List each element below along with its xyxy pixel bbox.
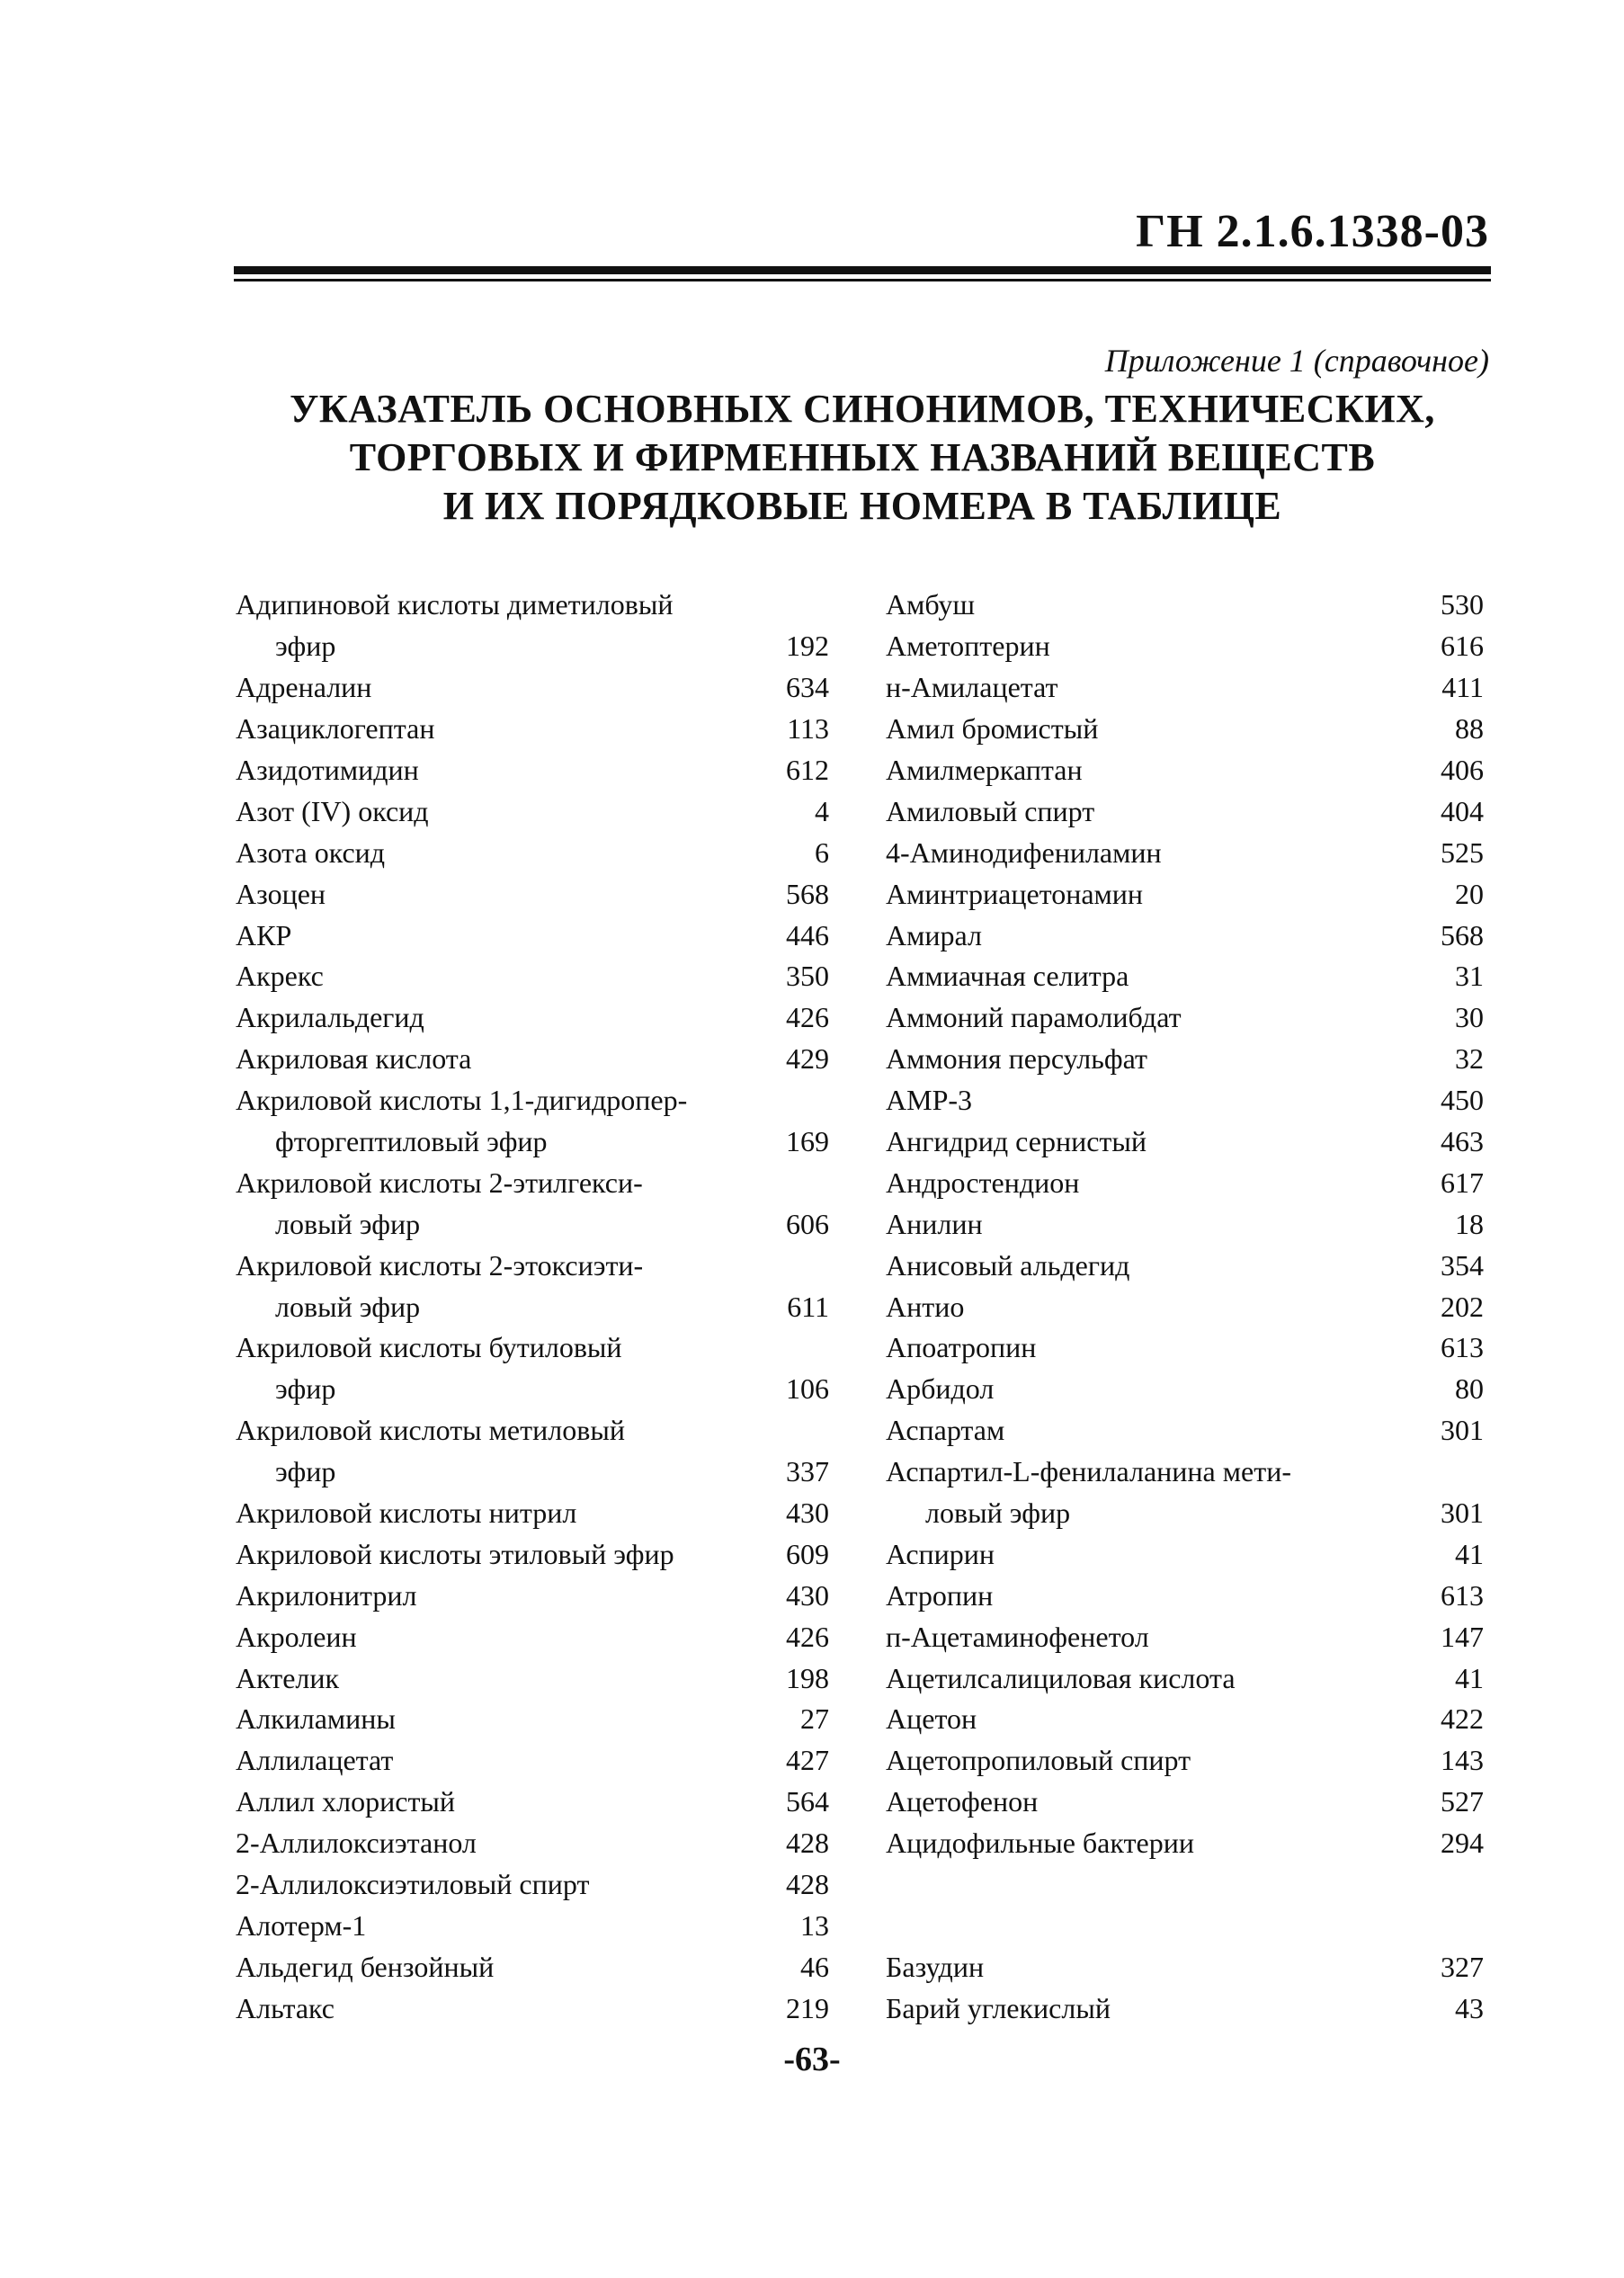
index-entry-number: 169 (786, 1125, 829, 1158)
index-entry-name: АМР-3 (886, 1084, 973, 1117)
index-entry-number: 422 (1441, 1702, 1484, 1736)
index-entry-number: 446 (786, 918, 829, 951)
index-entry-name: Амил бромистый (886, 712, 1099, 746)
index-entry-name: Акриловой кислоты нитрил (236, 1496, 577, 1530)
index-entry (236, 1906, 829, 1947)
index-entry-number: 634 (786, 671, 829, 704)
index-entry-number: 350 (786, 960, 829, 993)
index-entry-name: Азот (IV) оксид (236, 794, 429, 827)
index-entry-number: 612 (786, 754, 829, 786)
index-entry-number: 463 (1441, 1125, 1484, 1158)
index-entry-number: 427 (786, 1744, 829, 1777)
index-entry (886, 1452, 1484, 1493)
index-entry-number: 327 (1441, 1950, 1484, 1983)
index-entry-name: Актелик (236, 1661, 340, 1694)
index-entry-number: 426 (786, 1620, 829, 1653)
index-entry-name: Акриловой кислоты бутиловый (236, 1331, 622, 1364)
page-title-line: УКАЗАТЕЛЬ ОСНОВНЫХ СИНОНИМОВ, ТЕХНИЧЕСКИХ, (290, 387, 1435, 431)
index-entry (236, 1080, 829, 1121)
index-entry-name: Арбидол (886, 1372, 995, 1406)
index-entry (886, 1616, 1484, 1657)
index-entry (886, 1946, 1484, 1988)
index-entry-number: 525 (1441, 835, 1484, 869)
index-entry (236, 1946, 829, 1988)
index-entry-name: Ацетофенон (886, 1785, 1039, 1818)
index-entry-number: 147 (1441, 1620, 1484, 1653)
index-entry (236, 1286, 829, 1327)
index-entry-name: эфир (275, 630, 336, 663)
index-entry-number: 450 (1441, 1084, 1484, 1117)
header-rule (234, 266, 1491, 281)
index-entry (236, 1657, 829, 1699)
page-title-line: ТОРГОВЫХ И ФИРМЕННЫХ НАЗВАНИЙ ВЕЩЕСТВ (349, 435, 1376, 479)
index-entry (236, 1039, 829, 1080)
index-entry-number: 426 (786, 1001, 829, 1034)
index-entry-number: 20 (1455, 877, 1484, 910)
index-entry-number: 13 (800, 1908, 829, 1942)
index-entry (886, 1493, 1484, 1534)
index-entry (886, 956, 1484, 997)
index-entry (886, 1369, 1484, 1410)
index-entry-name: Антио (886, 1290, 965, 1323)
index-entry-name: Адипиновой кислоты диметиловый (236, 588, 674, 621)
index-entry-number: 430 (786, 1496, 829, 1530)
index-entry (236, 1823, 829, 1864)
index-column-left (236, 585, 829, 2029)
index-entry-name: Ангидрид сернистый (886, 1125, 1147, 1158)
index-entry-number: 337 (786, 1455, 829, 1488)
index-entry-name: Аметоптерин (886, 630, 1050, 663)
index-entry-name: Акриловой кислоты метиловый (236, 1414, 625, 1447)
index-entry-number: 606 (786, 1207, 829, 1240)
index-entry-name: Аллилацетат (236, 1744, 394, 1777)
index-entry (886, 750, 1484, 791)
index-entry (886, 1203, 1484, 1245)
index-entry-name: Амирал (886, 918, 982, 951)
index-entry (886, 667, 1484, 709)
index-entry (236, 1327, 829, 1369)
index-entry-name: Акриловой кислоты 1,1-дигидропер- (236, 1084, 688, 1117)
index-entry (236, 1782, 829, 1823)
header-rule-thin (234, 279, 1491, 281)
index-entry (236, 1245, 829, 1286)
index-entry (886, 1080, 1484, 1121)
index-entry (236, 1616, 829, 1657)
header-rule-thick (234, 266, 1491, 274)
index-entry-number: 301 (1441, 1414, 1484, 1447)
index-entry-name: Адреналин (236, 671, 372, 704)
index-entry-number: 429 (786, 1042, 829, 1076)
index-entry-number: 6 (815, 835, 829, 869)
index-entry-name: Амиловый спирт (886, 794, 1095, 827)
index-entry-name: Ацидофильные бактерии (886, 1827, 1194, 1860)
index-entry-name: эфир (275, 1455, 336, 1488)
index-entry-name: п-Ацетаминофенетол (886, 1620, 1149, 1653)
index-column-right (886, 585, 1484, 2029)
index-entry-name: Акролеин (236, 1620, 357, 1653)
index-entry (886, 585, 1484, 626)
index-entry-name: АКР (236, 918, 292, 951)
index-entry-name: Алотерм-1 (236, 1908, 367, 1942)
index-entry (886, 1039, 1484, 1080)
index-entry (886, 1988, 1484, 2029)
index-entry-number: 616 (1441, 630, 1484, 663)
index-entry-name: Алкиламины (236, 1702, 396, 1736)
index-entry-name: н-Амилацетат (886, 671, 1058, 704)
index-entry-name: Азидотимидин (236, 754, 419, 786)
index-entry (236, 709, 829, 750)
index-entry (886, 1699, 1484, 1740)
index-entry (886, 1575, 1484, 1616)
index-entry (886, 915, 1484, 956)
index-entry-name: Азациклогептан (236, 712, 435, 746)
index-entry-number: 88 (1455, 712, 1484, 746)
index-entry-name: Анисовый альдегид (886, 1248, 1130, 1282)
index-entry (886, 1823, 1484, 1864)
index-entry-number: 428 (786, 1868, 829, 1901)
index-entry-number: 202 (1441, 1290, 1484, 1323)
index-entry-name: Акриловой кислоты 2-этилгекси- (236, 1166, 643, 1199)
index-entry-number: 613 (1441, 1331, 1484, 1364)
index-entry (886, 1162, 1484, 1203)
index-entry-number: 32 (1455, 1042, 1484, 1076)
index-entry-name: 2-Аллилоксиэтанол (236, 1827, 477, 1860)
index-entry-name: Акриловой кислоты 2-этоксиэти- (236, 1248, 644, 1282)
index-entry-name: Барий углекислый (886, 1991, 1111, 2024)
index-entry-name: Акрекс (236, 960, 324, 993)
index-entry-number: 609 (786, 1537, 829, 1570)
index-entry-name: ловый эфир (925, 1496, 1071, 1530)
index-entry-number: 354 (1441, 1248, 1484, 1282)
index-entry-name: Азоцен (236, 877, 326, 910)
index-entry-number: 219 (786, 1991, 829, 2024)
index-entry (236, 956, 829, 997)
index-entry-name: Амбуш (886, 588, 976, 621)
index-entry-number: 406 (1441, 754, 1484, 786)
page-title (234, 385, 1491, 531)
document-code: ГН 2.1.6.1338-03 (1136, 206, 1489, 257)
index-entry-number: 192 (786, 630, 829, 663)
index-entry-name: Аминтриацетонамин (886, 877, 1144, 910)
index-entry-number: 31 (1455, 960, 1484, 993)
index-entry-name: 2-Аллилоксиэтиловый спирт (236, 1868, 590, 1901)
appendix-label: Приложение 1 (справочное) (1104, 343, 1489, 379)
index-entry-name: Азота оксид (236, 835, 386, 869)
index-entry-number: 41 (1455, 1661, 1484, 1694)
page-number: -63- (783, 2041, 841, 2078)
index-entry-name: ловый эфир (275, 1207, 421, 1240)
index-entry (236, 1121, 829, 1163)
index-entry (236, 915, 829, 956)
index-entry-name: Акрилальдегид (236, 1001, 424, 1034)
index-entry (236, 750, 829, 791)
index-entry (886, 1327, 1484, 1369)
index-entry (236, 1369, 829, 1410)
index-entry (886, 791, 1484, 832)
index-entry-name: Альдегид бензойный (236, 1950, 495, 1983)
index-entry (886, 832, 1484, 873)
index-entry-number: 106 (786, 1372, 829, 1406)
index-entry (236, 997, 829, 1039)
index-entry-name: Атропин (886, 1578, 994, 1612)
index-entry-number: 27 (800, 1702, 829, 1736)
index-entry-name: Анилин (886, 1207, 983, 1240)
index-entry (236, 1864, 829, 1906)
index-entry (886, 997, 1484, 1039)
index-entry (236, 585, 829, 626)
index-entry-name: Ацетопропиловый спирт (886, 1744, 1191, 1777)
index-entry-name: Базудин (886, 1950, 985, 1983)
index-entry (886, 1121, 1484, 1163)
index-entry-number: 430 (786, 1578, 829, 1612)
index-entry (236, 1452, 829, 1493)
index-entry-number: 568 (786, 877, 829, 910)
index-entry-number: 46 (800, 1950, 829, 1983)
index-entry-name: 4-Аминодифениламин (886, 835, 1162, 869)
index-entry-name: Амилмеркаптан (886, 754, 1083, 786)
index-entry-name: Альтакс (236, 1991, 335, 2024)
index-entry-number: 611 (787, 1290, 829, 1323)
index-entry (886, 626, 1484, 667)
index-entry-number: 143 (1441, 1744, 1484, 1777)
index-entry (886, 709, 1484, 750)
index-entry-number: 113 (787, 712, 829, 746)
index-entry-name: Аммоний парамолибдат (886, 1001, 1182, 1034)
index-entry-name: ловый эфир (275, 1290, 421, 1323)
index-entry-name: Апоатропин (886, 1331, 1037, 1364)
index-entry (236, 1988, 829, 2029)
index-entry-name: Акриловой кислоты этиловый эфир (236, 1537, 674, 1570)
index-entry-number: 564 (786, 1785, 829, 1818)
index-entry (886, 1533, 1484, 1575)
index-entry-name: фторгептиловый эфир (275, 1125, 548, 1158)
index-entry-number: 568 (1441, 918, 1484, 951)
index-entry (886, 1286, 1484, 1327)
index-entry-number: 527 (1441, 1785, 1484, 1818)
index-entry (236, 1699, 829, 1740)
index-entry (236, 667, 829, 709)
index-entry (236, 1410, 829, 1452)
index-entry (236, 626, 829, 667)
index-entry-name: Аммиачная селитра (886, 960, 1129, 993)
index-entry-name: Акриловая кислота (236, 1042, 472, 1076)
index-entry (886, 873, 1484, 915)
index-entry-number: 30 (1455, 1001, 1484, 1034)
index-entry (236, 791, 829, 832)
index-entry-number: 301 (1441, 1496, 1484, 1530)
index-entry-number: 613 (1441, 1578, 1484, 1612)
index-entry-name: Ацетон (886, 1702, 977, 1736)
index-entry (236, 832, 829, 873)
index-entry-number: 294 (1441, 1827, 1484, 1860)
index-entry-number: 43 (1455, 1991, 1484, 2024)
index-entry-name: Аммония персульфат (886, 1042, 1147, 1076)
index-entry (886, 1245, 1484, 1286)
index-entry-number: 530 (1441, 588, 1484, 621)
index-section-gap (886, 1864, 1484, 1947)
index-entry (236, 1533, 829, 1575)
index-entry (236, 1203, 829, 1245)
index-entry-name: Ацетилсалициловая кислота (886, 1661, 1236, 1694)
page-title-line: И ИХ ПОРЯДКОВЫЕ НОМЕРА В ТАБЛИЦЕ (442, 484, 1282, 528)
index-entry-name: Акрилонитрил (236, 1578, 417, 1612)
index-entry-number: 80 (1455, 1372, 1484, 1406)
index-entry (886, 1410, 1484, 1452)
index-entry (886, 1740, 1484, 1782)
index-entry (236, 1162, 829, 1203)
index-entry-number: 198 (786, 1661, 829, 1694)
index-entry (886, 1782, 1484, 1823)
index-entry-name: Аллил хлористый (236, 1785, 456, 1818)
index-entry (236, 1493, 829, 1534)
index-entry (236, 873, 829, 915)
index-entry-number: 4 (815, 794, 829, 827)
index-entry (886, 1657, 1484, 1699)
index-entry-number: 18 (1455, 1207, 1484, 1240)
index-entry-number: 404 (1441, 794, 1484, 827)
index-entry-name: эфир (275, 1372, 336, 1406)
index-entry-number: 41 (1455, 1537, 1484, 1570)
index-entry-name: Аспартил-L-фенилаланина мети- (886, 1455, 1291, 1488)
index-entry-number: 617 (1441, 1166, 1484, 1199)
index-entry-name: Андростендион (886, 1166, 1080, 1199)
index-entry-name: Аспартам (886, 1414, 1005, 1447)
index-entry-number: 411 (1441, 671, 1484, 704)
index-entry (236, 1740, 829, 1782)
index-entry (236, 1575, 829, 1616)
index-entry-name: Аспирин (886, 1537, 995, 1570)
index-entry-number: 428 (786, 1827, 829, 1860)
